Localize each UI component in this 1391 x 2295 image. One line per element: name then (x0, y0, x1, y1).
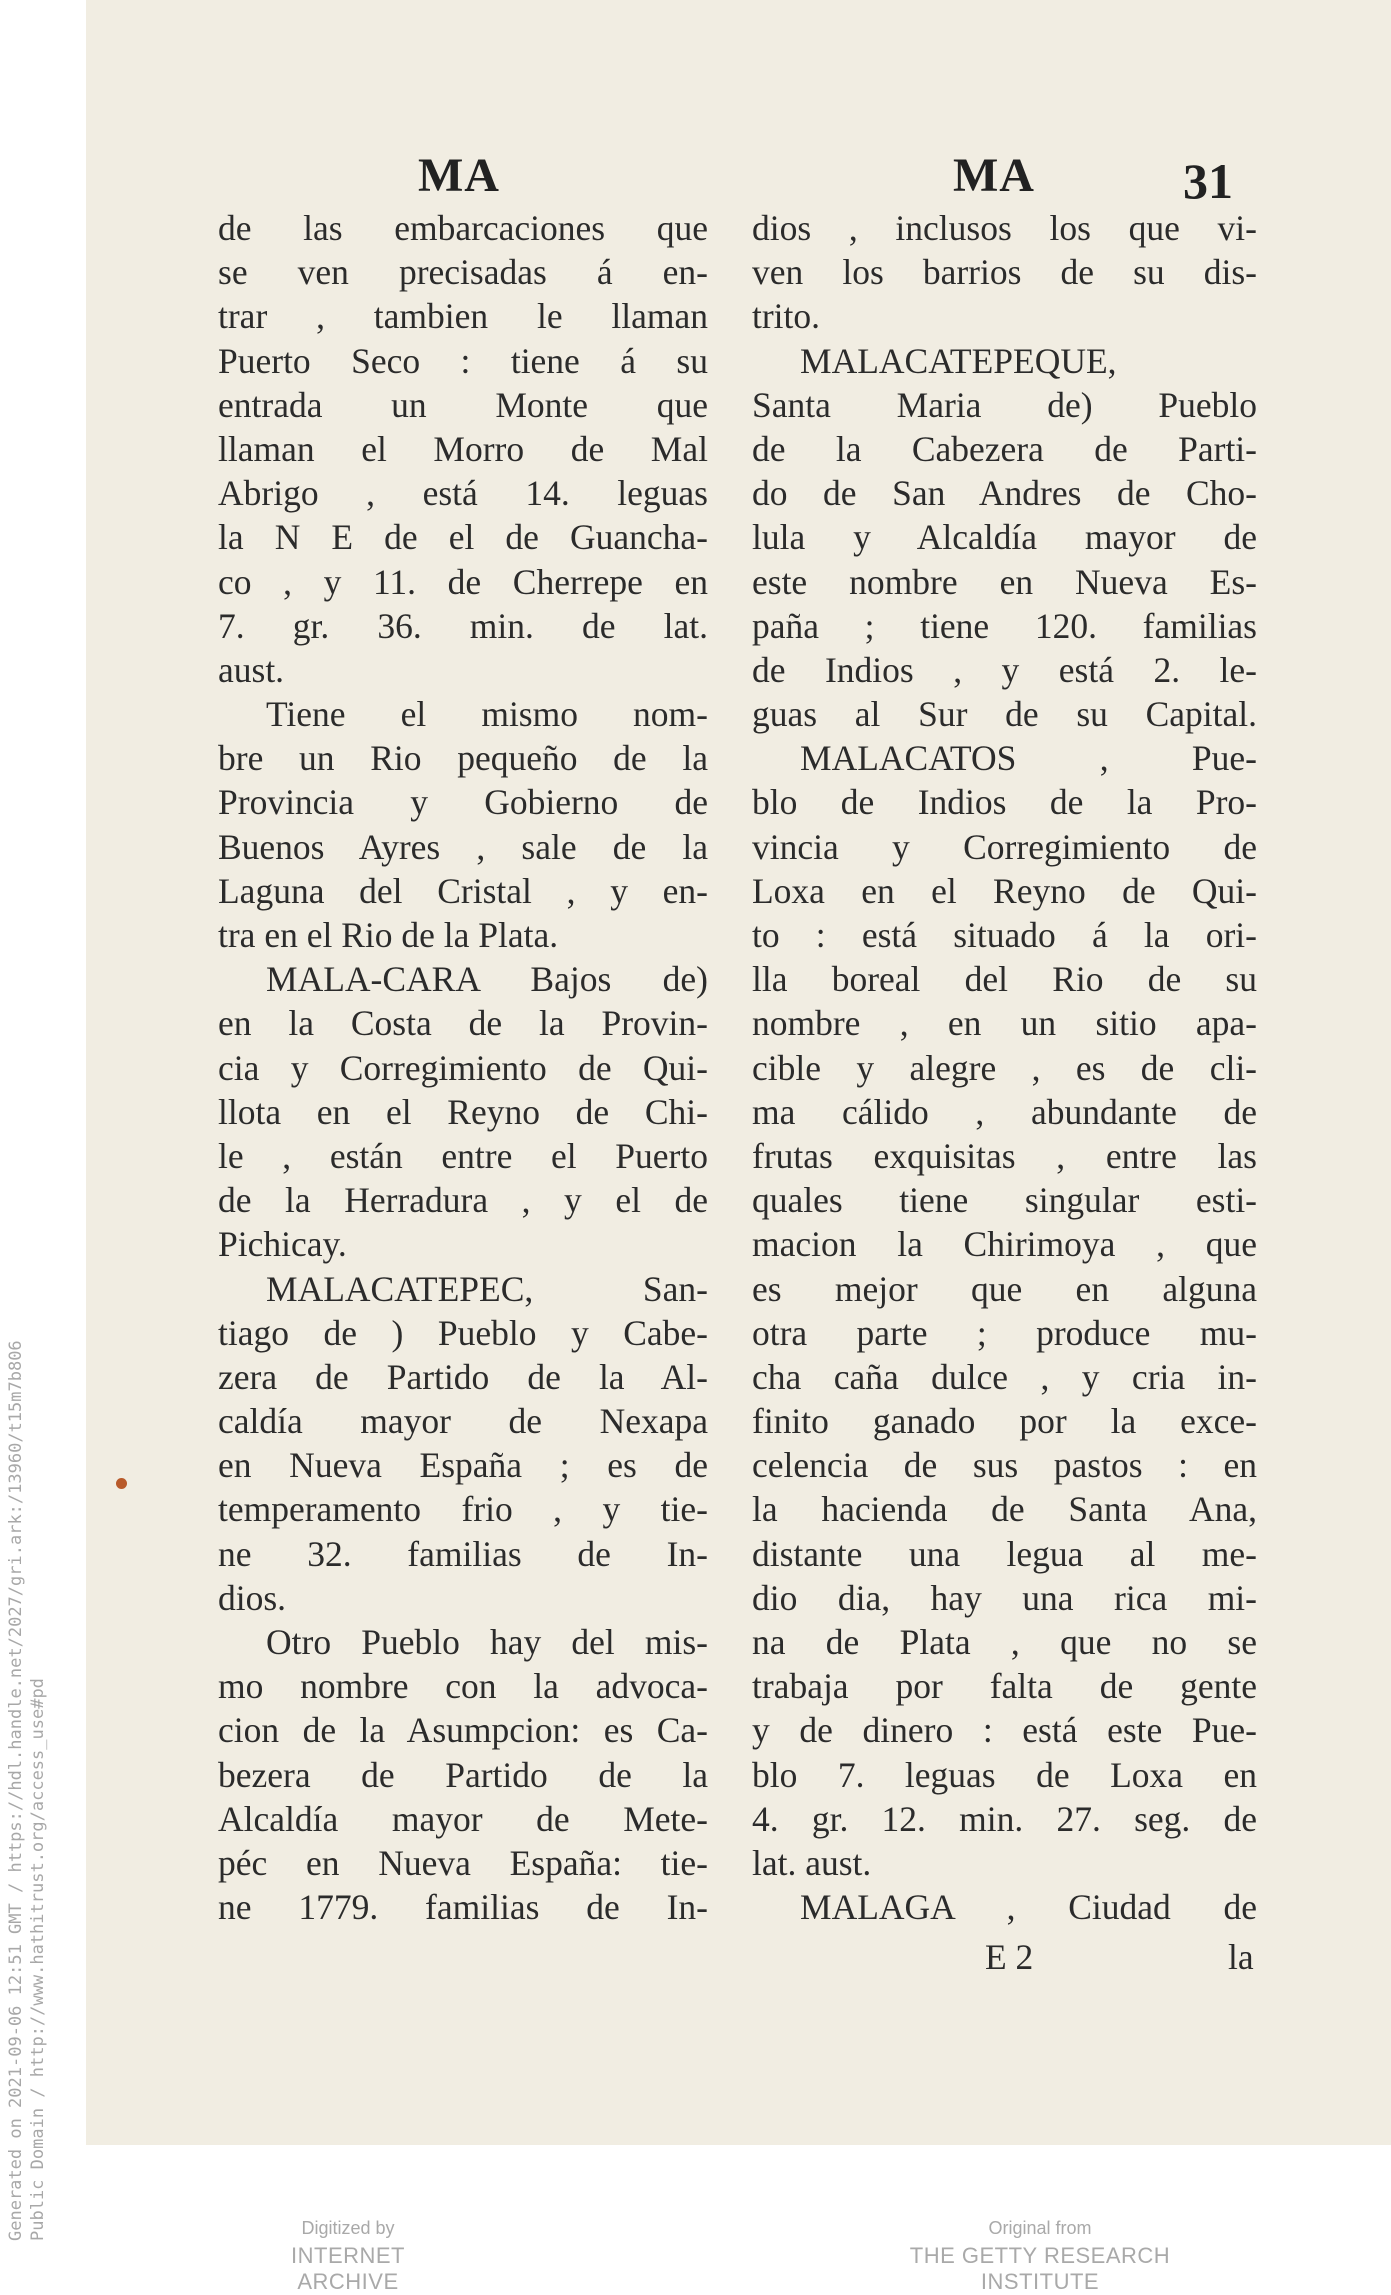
right-line: 4. gr. 12. min. 27. seg. de (752, 1798, 1257, 1839)
left-line: se ven precisadas á en- (218, 252, 708, 293)
right-line: lla boreal del Rio de su (752, 959, 1257, 1000)
getty-research-institute-label: THE GETTY RESEARCH INSTITUTE (909, 2243, 1171, 2294)
right-column-text (752, 206, 1257, 1929)
right-line: MALAGA , Ciudad de (800, 1887, 1257, 1928)
left-line: ne 1779. familias de In- (218, 1887, 708, 1928)
right-line: cha caña dulce , y cria in- (752, 1356, 1257, 1397)
left-line: en la Costa de la Provin- (218, 1003, 708, 1044)
left-line: le , están entre el Puerto (218, 1135, 708, 1176)
left-line: MALA-CARA Bajos de) (266, 959, 708, 1000)
right-line: dios , inclusos los que vi- (752, 208, 1257, 248)
right-line: distante una legua al me- (752, 1533, 1257, 1574)
left-line: bezera de Partido de la (218, 1754, 708, 1795)
right-line: do de San Andres de Cho- (752, 473, 1257, 514)
left-line: Abrigo , está 14. leguas (218, 473, 708, 514)
left-line: aust. (218, 649, 285, 690)
right-line: lula y Alcaldía mayor de (752, 517, 1257, 558)
right-line: es mejor que en alguna (752, 1268, 1257, 1309)
right-line: este nombre en Nueva Es- (752, 561, 1257, 602)
right-line: frutas exquisitas , entre las (752, 1135, 1257, 1176)
left-line: Provincia y Gobierno de (218, 782, 708, 823)
right-line: Santa Maria de) Pueblo (752, 384, 1257, 425)
left-line: en Nueva España ; es de (218, 1445, 708, 1486)
left-line: Puerto Seco : tiene á su (218, 340, 708, 381)
left-line: llota en el Reyno de Chi- (218, 1091, 708, 1132)
right-line: celencia de sus pastos : en (752, 1445, 1257, 1486)
digitized-by-credit (238, 2218, 458, 2295)
hathitrust-watermark (0, 1141, 52, 2241)
right-line: trabaja por falta de gente (752, 1666, 1257, 1707)
right-line: cible y alegre , es de cli- (752, 1047, 1257, 1088)
left-line: caldía mayor de Nexapa (218, 1401, 708, 1442)
digitized-by-label: Digitized by (301, 2218, 395, 2238)
left-line: Laguna del Cristal , y en- (218, 870, 708, 911)
left-line: zera de Partido de la Al- (218, 1356, 708, 1397)
right-line: vincia y Corregimiento de (752, 826, 1257, 867)
right-line: blo 7. leguas de Loxa en (752, 1754, 1257, 1795)
left-running-head: MA (418, 149, 500, 202)
left-line: tiago de ) Pueblo y Cabe- (218, 1312, 708, 1353)
left-line: de las embarcaciones que (218, 208, 708, 248)
right-line: trito. (752, 296, 821, 337)
right-line: la hacienda de Santa Ana, (752, 1489, 1257, 1530)
right-line: guas al Sur de su Capital. (752, 694, 1257, 735)
signature-mark: E 2 (985, 1937, 1034, 1977)
left-line: trar , tambien le llaman (218, 296, 708, 337)
right-line: ven los barrios de su dis- (752, 252, 1257, 293)
right-line: macion la Chirimoya , que (752, 1224, 1257, 1265)
right-line: paña ; tiene 120. familias (752, 605, 1257, 646)
right-line: ma cálido , abundante de (752, 1091, 1257, 1132)
right-line: MALACATEPEQUE, (800, 340, 1117, 381)
right-line: blo de Indios de la Pro- (752, 782, 1257, 823)
right-line: de Indios , y está 2. le- (752, 649, 1257, 690)
left-line: Pichicay. (218, 1224, 347, 1265)
watermark-line-generated: Generated on 2021-09-06 12:51 GMT / https://hdl.handle.net/2027/gri.ark:/13960/t15m7b806 (6, 1340, 26, 2241)
right-line: de la Cabezera de Parti- (752, 428, 1257, 469)
original-from-label: Original from (988, 2218, 1092, 2238)
right-line: na de Plata , que no se (752, 1622, 1257, 1662)
internet-archive-label: INTERNET ARCHIVE (291, 2243, 405, 2294)
left-line: 7. gr. 36. min. de lat. (218, 605, 708, 646)
left-line: la N E de el de Guancha- (218, 517, 708, 558)
left-line: co , y 11. de Cherrepe en (218, 561, 708, 602)
catchword: la (1228, 1937, 1254, 1977)
left-line: ne 32. familias de In- (218, 1533, 708, 1574)
page-number: 31 (1183, 153, 1233, 209)
left-line: bre un Rio pequeño de la (218, 738, 708, 779)
right-line: dio dia, hay una rica mi- (752, 1577, 1257, 1618)
ink-spot (116, 1478, 127, 1489)
left-line: temperamento frio , y tie- (218, 1489, 708, 1530)
left-line: mo nombre con la advoca- (218, 1666, 708, 1707)
left-line: Alcaldía mayor de Mete- (218, 1798, 708, 1839)
right-line: otra parte ; produce mu- (752, 1312, 1257, 1353)
right-line: lat. aust. (752, 1842, 872, 1883)
watermark-line-public-domain: Public Domain / http://www.hathitrust.org/access_use#pd (28, 1678, 48, 2241)
right-running-head: MA (953, 149, 1035, 202)
left-column-text (218, 206, 708, 1929)
right-line: quales tiene singular esti- (752, 1180, 1257, 1221)
right-line: to : está situado á la ori- (752, 915, 1257, 955)
left-line: MALACATEPEC, San- (266, 1268, 708, 1309)
original-from-credit (850, 2218, 1230, 2295)
left-line: péc en Nueva España: tie- (218, 1842, 708, 1883)
right-line: finito ganado por la exce- (752, 1401, 1257, 1442)
left-line: tra en el Rio de la Plata. (218, 915, 559, 955)
right-line: nombre , en un sitio apa- (752, 1003, 1257, 1044)
left-line: Buenos Ayres , sale de la (218, 826, 708, 867)
left-line: Otro Pueblo hay del mis- (266, 1622, 708, 1662)
right-line: Loxa en el Reyno de Qui- (752, 870, 1257, 911)
left-line: cion de la Asumpcion: es Ca- (218, 1710, 708, 1751)
left-line: de la Herradura , y el de (218, 1180, 708, 1221)
right-line: MALACATOS , Pue- (800, 738, 1257, 779)
left-line: cia y Corregimiento de Qui- (218, 1047, 708, 1088)
left-line: Tiene el mismo nom- (266, 694, 708, 735)
left-line: llaman el Morro de Mal (218, 428, 708, 469)
left-line: dios. (218, 1577, 287, 1618)
right-line: y de dinero : está este Pue- (752, 1710, 1257, 1751)
left-line: entrada un Monte que (218, 384, 708, 425)
